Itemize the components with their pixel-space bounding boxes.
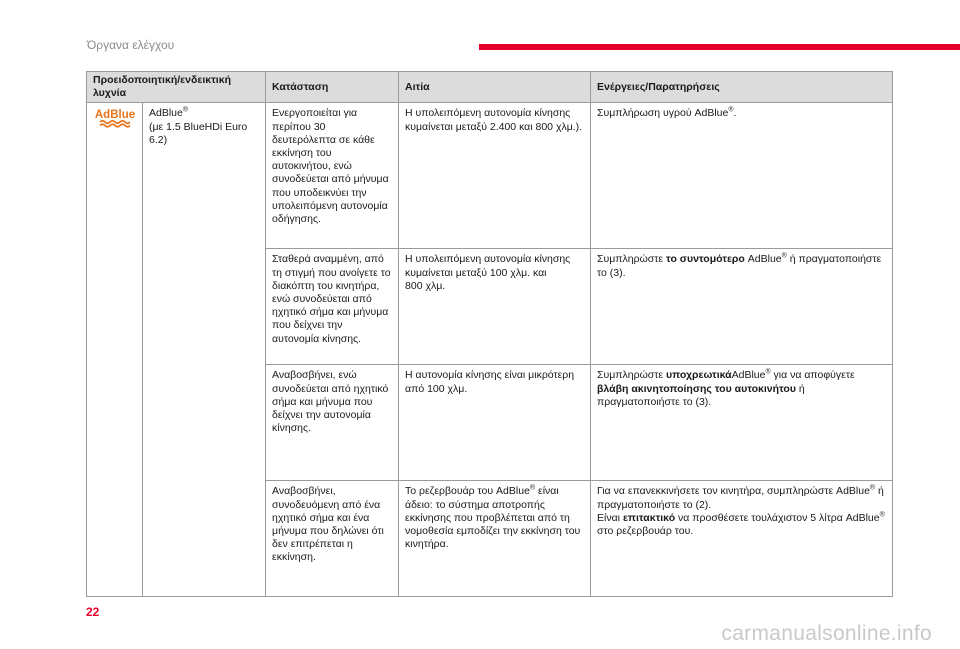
column-header-actions: Ενέργειες/Παρατηρήσεις <box>591 72 893 103</box>
action-text: Για να επανεκκινήσετε τον κινητήρα, συμπληρώστε AdBlue <box>597 485 870 498</box>
registered-mark: ® <box>529 484 536 492</box>
action-text: Συμπληρώστε <box>597 253 664 266</box>
action-text: ή πραγματοποιήστε το (2). <box>597 485 884 511</box>
section-title: Όργανα ελέγχου <box>87 38 175 52</box>
cause-text: 800 χλμ. <box>405 279 446 292</box>
registered-mark: ® <box>781 252 787 260</box>
action-emphasis: βλάβη ακινητοποίησης του αυτοκινήτου <box>597 382 796 395</box>
action-text: ή πραγματοποιήστε το (3). <box>597 382 805 408</box>
action-cell <box>591 249 893 365</box>
status-cell: Ενεργοποιείται για περίπου 30 δευτερόλεπτα σε κάθε εκκίνηση του αυτοκινήτου, ενώ συνοδεύεται από μήνυμα που υποδεικνύει την υπολειπόμενη αυτονομία οδήγησης. <box>266 103 399 249</box>
action-text: να προσθέσετε τουλάχιστον 5 λίτρα AdBlue <box>675 511 880 524</box>
table-header-row <box>87 72 893 103</box>
column-header-status: Κατάσταση <box>266 72 399 103</box>
action-emphasis: επιτακτικό <box>622 511 676 524</box>
adblue-warning-icon <box>93 107 137 129</box>
status-cell: Αναβοσβήνει, συνοδευόμενη από ένα ηχητικό σήμα και ένα μήνυμα που δηλώνει ότι δεν επιτρέπεται η εκκίνηση. <box>266 481 399 597</box>
column-header-cause: Αιτία <box>399 72 591 103</box>
header-accent-bar <box>479 44 960 50</box>
cause-text: είναι άδειο: το σύστημα αποτροπής εκκίνησης που προβλέπεται από τη νομοθεσία εμποδίζει την εκκίνηση του κινητήρα. <box>405 485 581 551</box>
lamp-icon-cell <box>87 103 143 597</box>
action-text: στο ρεζερβουάρ του. <box>597 525 694 538</box>
action-text: . <box>733 107 737 120</box>
lamp-name: AdBlue <box>149 107 183 120</box>
warning-lamp-table <box>86 71 893 597</box>
cause-cell: Η υπολειπόμενη αυτονομία κίνησης κυμαίνεται μεταξύ 2.400 και 800 χλμ.). <box>399 103 591 249</box>
cause-cell: Η αυτονομία κίνησης είναι μικρότερη από 100 χλμ. <box>399 365 591 481</box>
registered-mark: ® <box>869 484 876 492</box>
action-text: Συμπληρώστε <box>597 369 664 382</box>
action-text: AdBlue <box>731 369 766 382</box>
table-row <box>87 103 893 249</box>
action-cell <box>591 103 893 249</box>
adblue-icon-text: AdBlue <box>94 109 136 122</box>
lamp-variant: (με 1.5 BlueHDi Euro 6.2) <box>149 120 248 146</box>
registered-mark: ® <box>765 368 771 376</box>
registered-mark: ® <box>182 106 189 114</box>
status-cell: Αναβοσβήνει, ενώ συνοδεύεται από ηχητικό σήμα και μήνυμα που δείχνει την αυτονομία κίνησης. <box>266 365 399 481</box>
page-number: 22 <box>86 605 100 619</box>
registered-mark: ® <box>728 106 734 114</box>
action-text: AdBlue <box>747 253 782 266</box>
action-text: ή πραγματοποιήστε το (3). <box>597 253 882 279</box>
lamp-name-cell <box>143 103 266 597</box>
status-cell: Σταθερά αναμμένη, από τη στιγμή που ανοίγετε το διακόπτη του κινητήρα, ενώ συνοδεύεται από ηχητικό σήμα και μήνυμα που δείχνει την αυτονομία κίνησης. <box>266 249 399 365</box>
cause-text: Το ρεζερβουάρ του AdBlue <box>405 485 530 498</box>
action-emphasis: το συντομότερο <box>666 253 745 266</box>
cause-cell <box>399 481 591 597</box>
action-cell <box>591 481 893 597</box>
watermark: carmanualsonline.info <box>721 622 932 645</box>
action-emphasis: υποχρεωτικά <box>666 369 732 382</box>
registered-mark: ® <box>879 511 885 519</box>
column-header-lamp: Προειδοποιητική/ενδεικτική λυχνία <box>87 72 266 103</box>
action-cell <box>591 365 893 481</box>
cause-text: Η υπολειπόμενη αυτονομία κίνησης κυμαίνεται μεταξύ 100 χλμ. και <box>405 253 571 279</box>
action-text: Είναι <box>597 511 621 524</box>
action-text: για να αποφύγετε <box>770 369 855 382</box>
cause-cell <box>399 249 591 365</box>
action-text: Συμπλήρωση υγρού AdBlue <box>597 107 729 120</box>
